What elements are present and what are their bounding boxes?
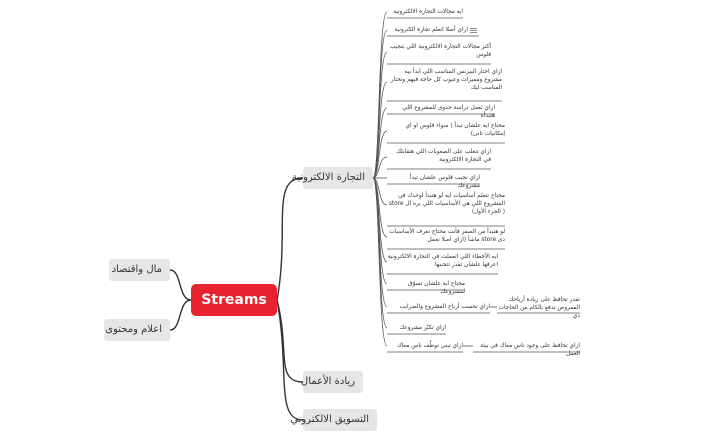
leaf-feasibility[interactable]: ازاي تعمل دراسة جدوى للمشروع اللي هتبدأه <box>402 105 495 120</box>
leaf-profits-taxes[interactable]: ازاي تحسب أرباح المشروع والضرايب <box>399 304 490 310</box>
leaf-mistakes[interactable]: ايه الأخطاء اللي اتعملت في التجارة الالكترونية اعرفها علشان تقدر تتجنبها <box>387 254 498 269</box>
link-root-media <box>170 300 191 330</box>
root-node[interactable]: Streams <box>191 284 277 316</box>
link-root-finance <box>170 270 191 300</box>
leaf-marketing-needs[interactable]: محتاج ايه علشان تسوّق لمشروعك <box>408 281 465 296</box>
topic-marketing[interactable]: التسويق الالكتروني <box>303 409 377 431</box>
topic-entrepreneurship[interactable]: ريادة الأعمال <box>303 371 363 393</box>
leaf-funding[interactable]: ازاي تجيب فلوس علشان تبدأ مشروعك <box>409 175 480 190</box>
leaf-basics-from-zero[interactable]: لو هتبدأ من الصفر فأنت محتاج تعرف الأساسيات دى store ماشأ (ازاي اصلا تعمل <box>389 229 505 244</box>
topic-finance[interactable]: مال واقتصاد <box>109 259 170 281</box>
link-root-ecommerce <box>277 178 303 300</box>
note-icon <box>470 27 477 34</box>
leaf-grow-project[interactable]: ازاي تكبّر مشروعك <box>399 325 446 331</box>
topic-ecommerce[interactable]: التجارة الالكترونية <box>303 167 373 189</box>
leaf-difficulties[interactable]: ازاي تتغلب على الصعوبات اللي هتقابلك في التجارة الالكترونية <box>396 149 491 164</box>
leaf-profitable-fields[interactable]: أكتر مجالات التجارة الالكترونية اللي بتجيب فلوس <box>389 44 491 59</box>
leaf-basics-part-one[interactable]: محتاج تتعلم أساسيات ايه لو هتبدأ لوحدك في المشروع اللي هي الأساسيات اللي بره ال store ( الجزء الأول) <box>388 193 505 216</box>
leaf-how-to-learn[interactable]: ازاي أصلا اتعلم تجارة الكترونية <box>394 27 468 33</box>
link-root-entrepreneurship <box>277 300 303 382</box>
subleaf-keep-team[interactable]: ازاي تحافظ على وجود ناس معاك في بيئة العمل <box>480 343 580 358</box>
leaf-choose-business[interactable]: ازاي اختار البيزنس المناسب اللي ابدأ بيه مشروع وممیزات وعيوب كل حاجة فيهم وتختار المناسب ليك <box>390 69 502 92</box>
topic-media[interactable]: اعلام ومحتوى <box>104 319 170 341</box>
leaf-ecommerce-fields[interactable]: ايه مجالات التجارة الالكترونية <box>393 9 463 15</box>
leaf-what-you-need[interactable]: محتاج ايه علشان تبدأ ( سواء فلوس او اي إمكانيات تانى) <box>405 123 505 138</box>
subleaf-profit-growth[interactable]: تقدر تحافظ على زيادة أرباحك المفروض تدفع بالكام من الحاجات دي <box>498 297 580 320</box>
leaf-hiring[interactable]: ازاي تبني توظّف ناس معاك <box>397 343 463 349</box>
